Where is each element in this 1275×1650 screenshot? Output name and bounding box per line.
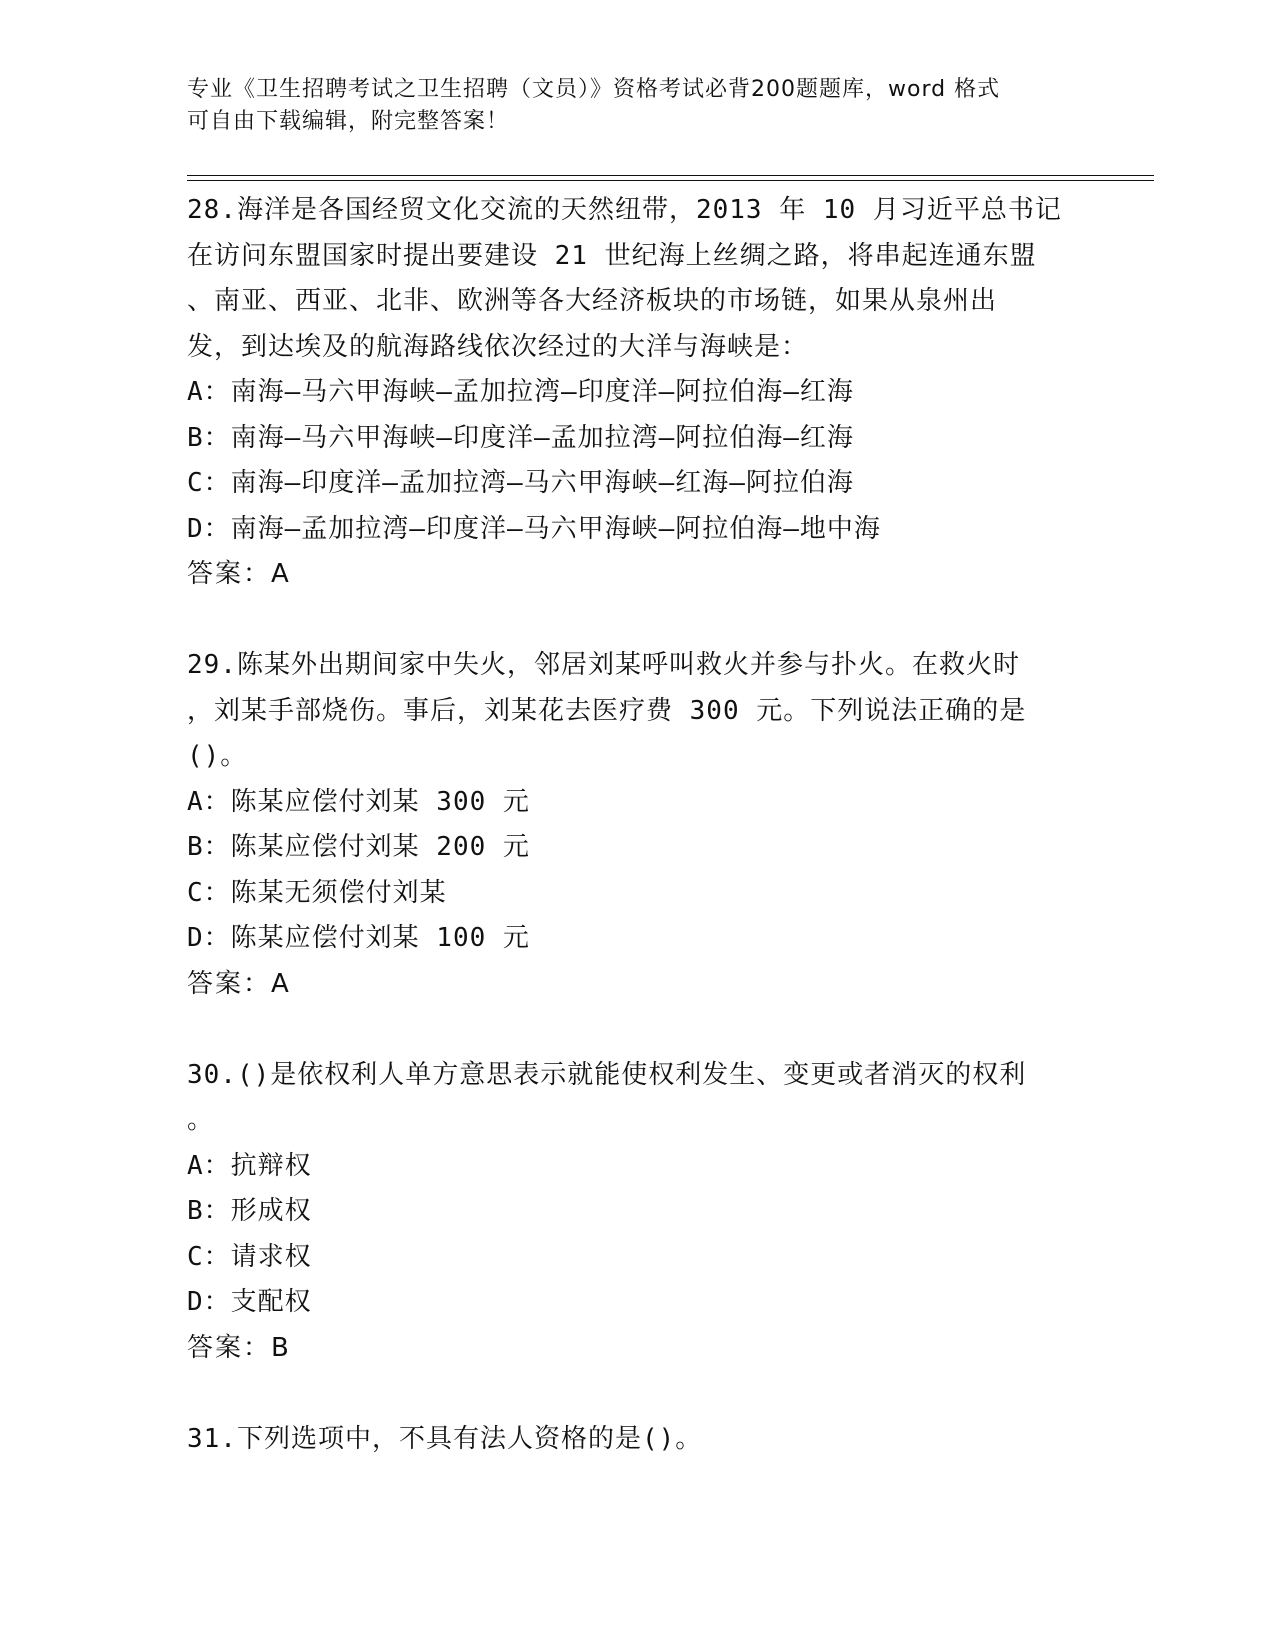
question-text: 30.()是依权利人单方意思表示就能使权利发生、变更或者消灭的权利 — [187, 1059, 1027, 1090]
spacer — [187, 1007, 1107, 1053]
option-c: C：请求权 — [187, 1241, 312, 1272]
question-text: ，刘某手部烧伤。事后，刘某花去医疗费 300 元。下列说法正确的是 — [187, 695, 1027, 726]
spacer — [187, 598, 1107, 644]
question-block — [187, 1417, 1107, 1463]
question-text: 。 — [187, 1105, 215, 1135]
header-divider — [187, 175, 1154, 176]
answer-line: 答案：A — [187, 559, 291, 589]
option-d: D：南海—孟加拉湾—印度洋—马六甲海峡—阿拉伯海—地中海 — [187, 513, 881, 544]
question-block — [187, 188, 1107, 598]
option-a: A：陈某应偿付刘某 300 元 — [187, 786, 530, 817]
option-b: B：南海—马六甲海峡—印度洋—孟加拉湾—阿拉伯海—红海 — [187, 422, 854, 453]
document-header — [187, 74, 1087, 138]
option-a: A：抗辩权 — [187, 1150, 312, 1181]
option-d: D：支配权 — [187, 1287, 312, 1317]
spacer — [187, 1371, 1107, 1417]
header-divider — [187, 180, 1154, 181]
question-list — [187, 188, 1107, 1462]
question-text: 29.陈某外出期间家中失火，邻居刘某呼叫救火并参与扑火。在救火时 — [187, 650, 1020, 680]
header-line: 可自由下载编辑，附完整答案！ — [187, 109, 510, 134]
question-text: 、南亚、西亚、北非、欧洲等各大经济板块的市场链，如果从泉州出 — [187, 286, 998, 316]
option-c: C：南海—印度洋—孟加拉湾—马六甲海峡—红海—阿拉伯海 — [187, 468, 854, 498]
question-text: 发，到达埃及的航海路线依次经过的大洋与海峡是： — [187, 331, 809, 362]
option-b: B：陈某应偿付刘某 200 元 — [187, 832, 530, 862]
option-a: A：南海—马六甲海峡—孟加拉湾—印度洋—阿拉伯海—红海 — [187, 377, 854, 407]
question-block — [187, 1053, 1107, 1372]
header-line: 专业《卫生招聘考试之卫生招聘（文员）》资格考试必背200题题库，word 格式 — [187, 77, 1001, 102]
question-text: 31.下列选项中，不具有法人资格的是()。 — [187, 1423, 703, 1454]
answer-line: 答案：B — [187, 1332, 291, 1363]
option-c: C：陈某无须偿付刘某 — [187, 877, 447, 908]
question-text: 28.海洋是各国经贸文化交流的天然纽带，2013 年 10 月习近平总书记 — [187, 195, 1062, 225]
question-text: 在访问东盟国家时提出要建设 21 世纪海上丝绸之路，将串起连通东盟 — [187, 240, 1037, 271]
option-d: D：陈某应偿付刘某 100 元 — [187, 923, 530, 953]
question-block — [187, 643, 1107, 1007]
answer-line: 答案：A — [187, 968, 291, 999]
option-b: B：形成权 — [187, 1196, 312, 1226]
question-text: ()。 — [187, 741, 248, 771]
